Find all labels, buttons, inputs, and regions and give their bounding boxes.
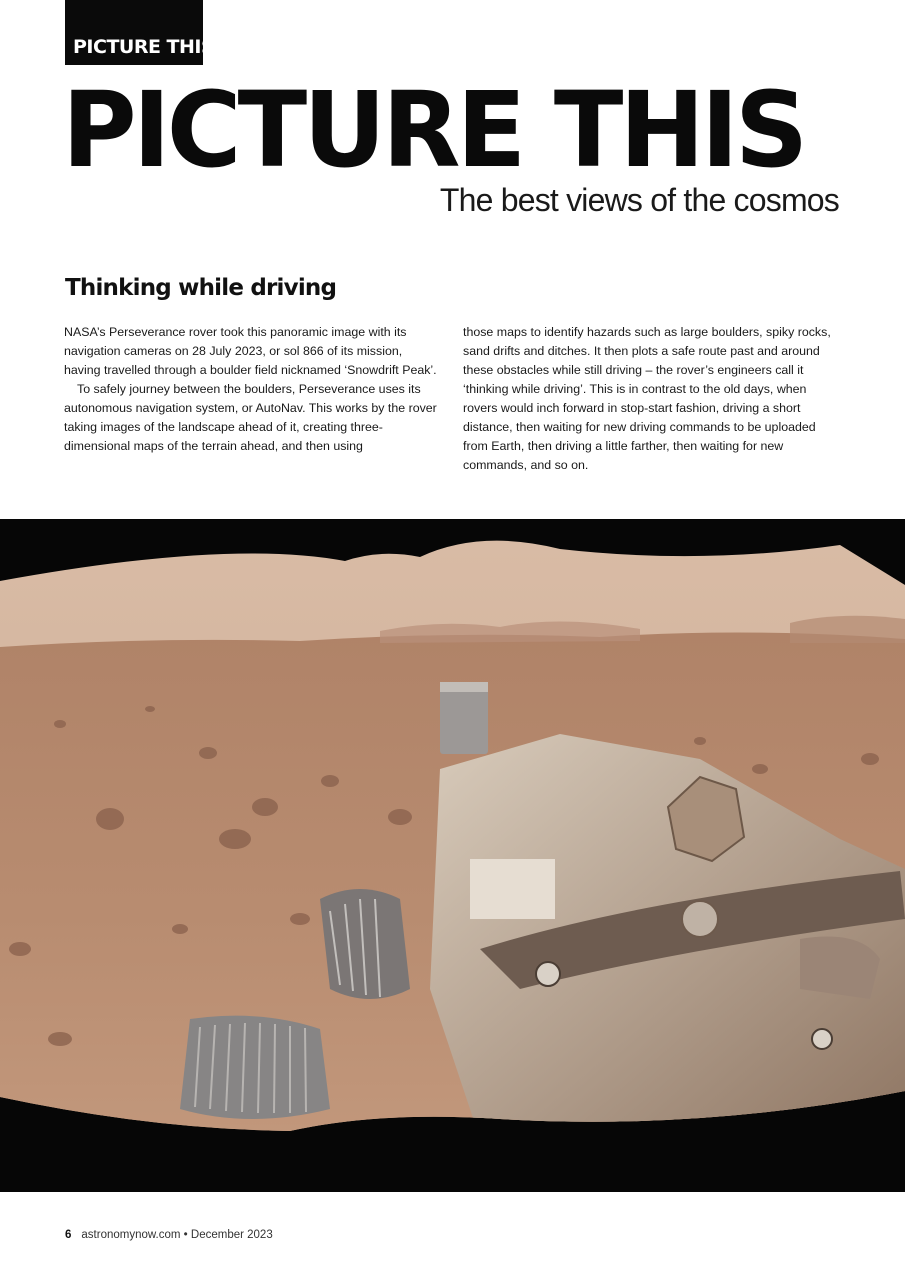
section-label: PICTURE THIS [65,0,203,65]
page-number: 6 [65,1229,72,1241]
article-column-left [64,323,439,456]
article-paragraph: To safely journey between the boulders, Perseverance uses its autonomous navigation system, or AutoNav. This works by the rover taking images of the landscape ahead of it, creating three-dimensional maps of the terrain ahead, and then using [64,382,437,453]
article-column-right [463,323,838,475]
article-paragraph: those maps to identify hazards such as large boulders, spiky rocks, sand drifts and ditches. It then plots a safe route past and around these obstacles while still driving – the rover’s engineers call it ‘thinking while driving’. This is in contrast to the old days, when rovers would inch forward in stop-start fashion, driving a short distance, then waiting for new driving commands to be uploaded from Earth, then driving a little farther, then waiting for new commands, and so on. [463,325,831,472]
article-headline: Thinking while driving [65,275,337,301]
article-paragraph: NASA’s Perseverance rover took this panoramic image with its navigation cameras on 28 July 2023, or sol 866 of its mission, having travelled through a boulder field nicknamed ‘Snowdrift Peak’. [64,325,437,377]
mars-rover-panorama-image [0,519,905,1192]
page-subtitle: The best views of the cosmos [439,182,839,218]
page-title: PICTURE THIS [62,69,805,191]
publication-info: astronomynow.com • December 2023 [81,1229,273,1241]
page-footer [65,1229,273,1241]
